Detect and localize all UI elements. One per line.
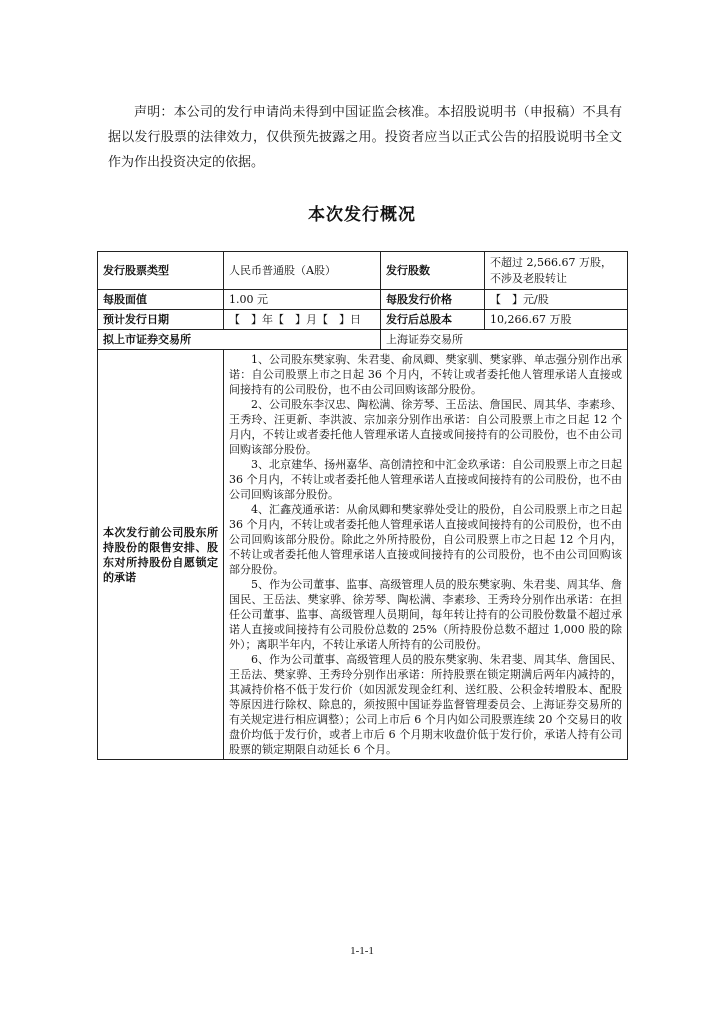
par-value-label: 每股面值 <box>98 290 224 310</box>
issue-price-label: 每股发行价格 <box>381 290 485 310</box>
exchange-value: 上海证券交易所 <box>381 330 628 350</box>
lockup-paragraph: 6、作为公司董事、高级管理人员的股东樊家驹、朱君斐、周其华、詹国民、王岳法、樊家骅、王秀玲分别作出承诺：所持股票在锁定期满后两年内减持的，其减持价格不低于发行价（如因派发现金红利、送红股、公积金转增股本、配股等原因进行除权、除息的，须按照中国证券监督管理委员会、上海证券交易所的有关规定进行相应调整）；公司上市后 6 个月内如公司股票连续 20 个交易日的收盘价均低于发行价，或者上市后 6 个月期末收盘价低于发行价，承诺人持有公司股票的锁定期限自动延长 6 个月。 <box>229 653 622 756</box>
table-row <box>98 290 628 310</box>
lockup-paragraph: 3、北京建华、扬州嘉华、高创清控和中汇金玖承诺：自公司股票上市之日起 36 个月内，不转让或者委托他人管理承诺人直接或间接持有的公司股份，也不由公司回购该部分股份。 <box>229 458 622 501</box>
section-title: 本次发行概况 <box>308 205 416 225</box>
disclaimer-text: 声明：本公司的发行申请尚未得到中国证监会核准。本招股说明书（申报稿）不具有据以发行股票的法律效力，仅供预先披露之用。投资者应当以正式公告的招股说明书全文作为作出投资决定的依据。 <box>108 105 622 170</box>
share-count-value: 不超过 2,566.67 万股，不涉及老股转让 <box>485 252 628 290</box>
issue-date-label: 预计发行日期 <box>98 310 224 330</box>
stock-type-label: 发行股票类型 <box>98 252 224 290</box>
table-row <box>98 252 628 290</box>
total-shares-value: 10,266.67 万股 <box>485 310 628 330</box>
stock-type-value: 人民币普通股（A股） <box>224 252 381 290</box>
issuance-overview-table <box>97 251 628 760</box>
lockup-paragraph: 5、作为公司董事、监事、高级管理人员的股东樊家驹、朱君斐、周其华、詹国民、王岳法、樊家骅、徐芳琴、陶松满、李素珍、王秀玲分别作出承诺：在担任公司董事、监事、高级管理人员期间，每年转让持有的公司股份数量不超过承诺人直接或间接持有公司股份总数的 25%（所持股份总数不超过 1,000 股的除外）；离职半年内，不转让承诺人所持有的公司股份。 <box>229 578 622 651</box>
table-row <box>98 350 628 760</box>
lockup-paragraph: 2、公司股东李汉忠、陶松满、徐芳琴、王岳法、詹国民、周其华、李素珍、王秀玲、汪更新、李洪波、宗加亲分别作出承诺：自公司股票上市之日起 12 个月内，不转让或者委托他人管理承诺人直接或间接持有的公司股份，也不由公司回购该部分股份。 <box>229 398 622 456</box>
issue-date-value: 【 】年【 】月【 】日 <box>224 310 381 330</box>
page-number: 1-1-1 <box>350 945 374 957</box>
lockup-commitments <box>224 350 628 760</box>
lockup-paragraph: 1、公司股东樊家驹、朱君斐、俞凤卿、樊家驯、樊家骅、单志强分别作出承诺：自公司股票上市之日起 36 个月内，不转让或者委托他人管理承诺人直接或间接持有的公司股份，也不由公司回购该部分股份。 <box>229 353 622 396</box>
share-count-label: 发行股数 <box>381 252 485 290</box>
table-row <box>98 330 628 350</box>
total-shares-label: 发行后总股本 <box>381 310 485 330</box>
lockup-label: 本次发行前公司股东所持股份的限售安排、股东对所持股份自愿锁定的承诺 <box>98 350 224 760</box>
issue-price-value: 【 】元/股 <box>485 290 628 310</box>
lockup-paragraph: 4、汇鑫茂通承诺：从俞凤卿和樊家骅处受让的股份，自公司股票上市之日起 36 个月内，不转让或者委托他人管理承诺人直接或间接持有的公司股份，也不由公司回购该部分股份。除此之外所持股份，自公司股票上市之日起 12 个月内，不转让或者委托他人管理承诺人直接或间接持有的公司股份，也不由公司回购该部分股份。 <box>229 503 622 576</box>
table-row <box>98 310 628 330</box>
par-value-value: 1.00 元 <box>224 290 381 310</box>
exchange-label: 拟上市证券交易所 <box>98 330 381 350</box>
